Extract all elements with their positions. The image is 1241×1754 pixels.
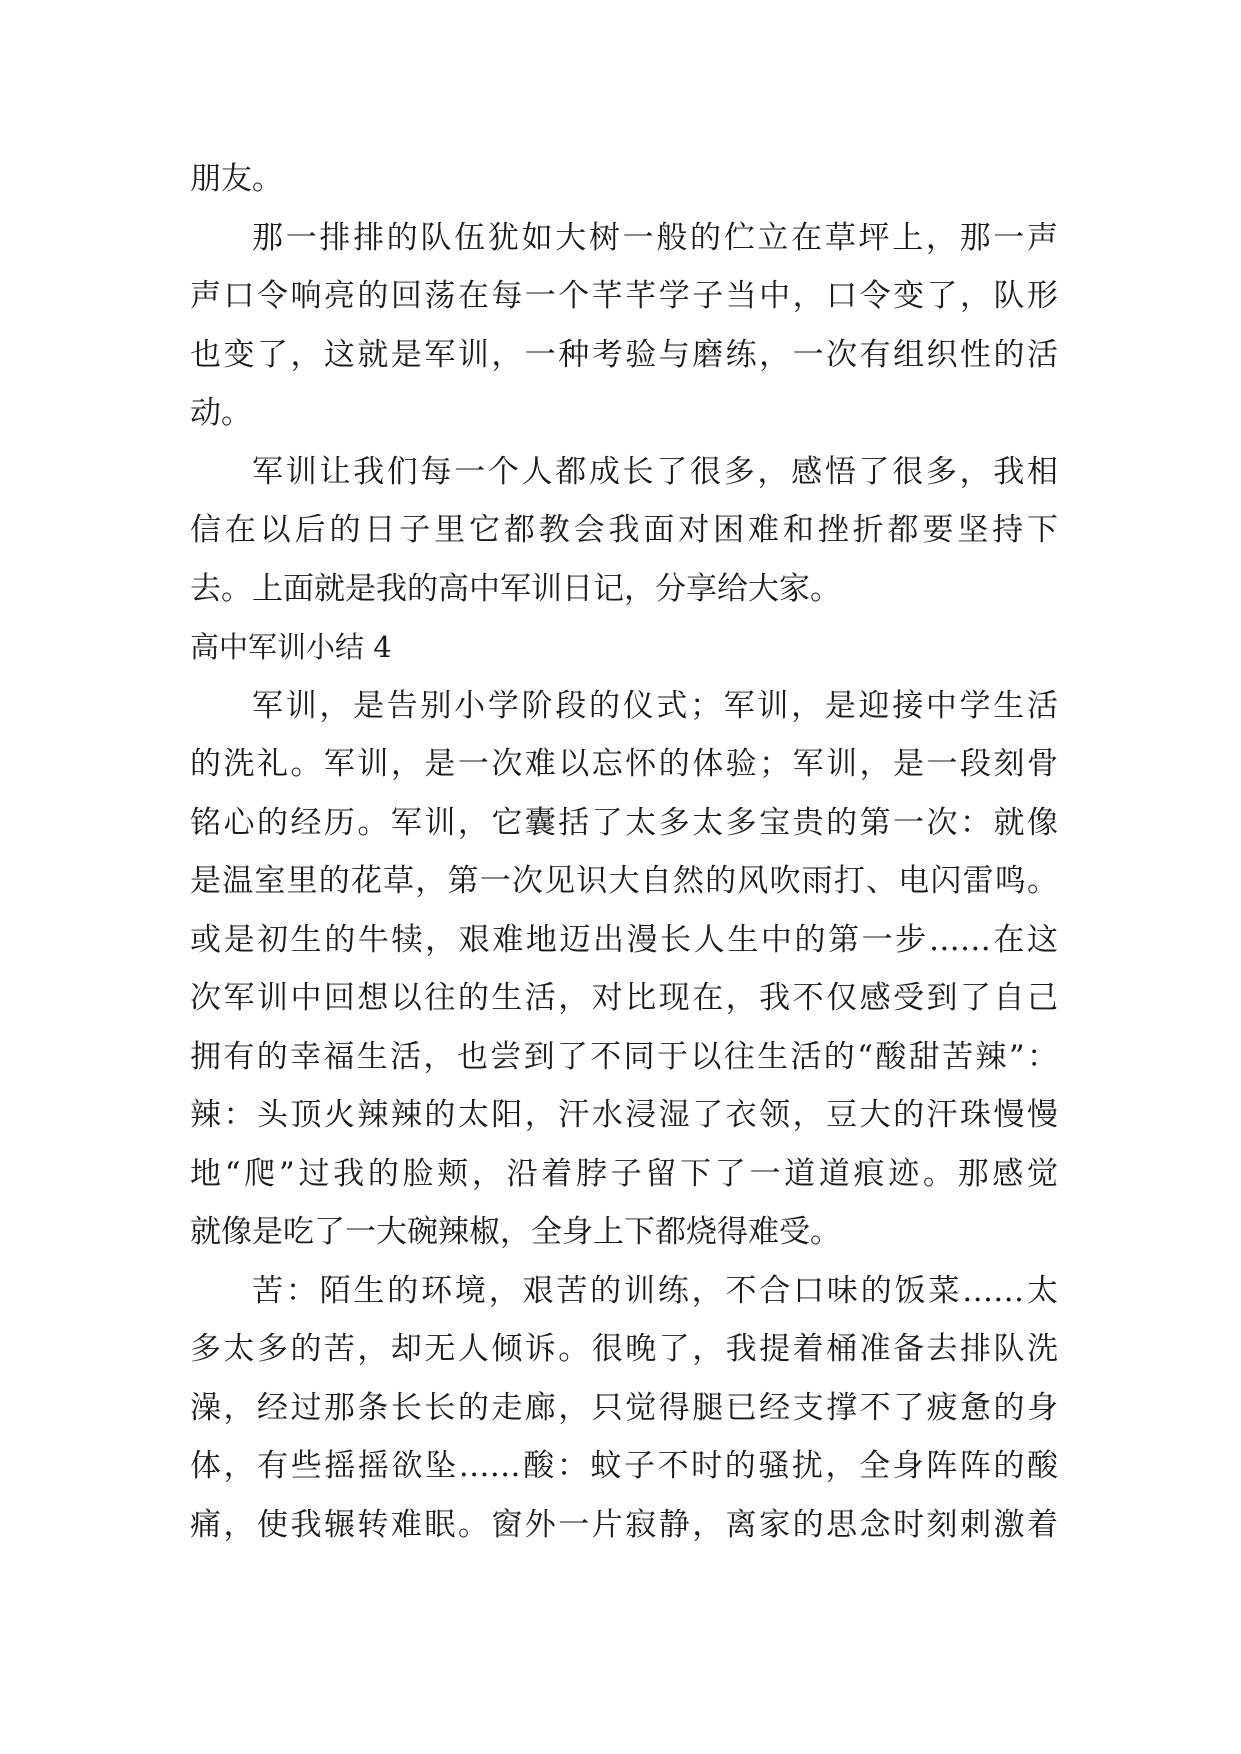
text-line: 也变了，这就是军训，一种考验与磨练，一次有组织性的活 xyxy=(190,336,1058,373)
text-line: 军训让我们每一个人都成长了很多，感悟了很多，我相 xyxy=(252,453,1058,490)
text-line: 或是初生的牛犊，艰难地迈出漫长人生中的第一步……在这 xyxy=(190,921,1058,958)
text-line: 地“爬”过我的脸颊，沿着脖子留下了一道道痕迹。那感觉 xyxy=(190,1155,1058,1192)
text-line: 铭心的经历。军训，它囊括了太多太多宝贵的第一次：就像 xyxy=(190,804,1058,841)
text-line: 那一排排的队伍犹如大树一般的伫立在草坪上，那一声 xyxy=(252,219,1058,256)
text-line: 澡，经过那条长长的走廊，只觉得腿已经支撑不了疲惫的身 xyxy=(190,1389,1058,1426)
text-line: 多太多的苦，却无人倾诉。很晚了，我提着桶准备去排队洗 xyxy=(190,1331,1058,1367)
text-line: 朋友。 xyxy=(190,161,283,197)
text-line: 是温室里的花草，第一次见识大自然的风吹雨打、电闪雷鸣。 xyxy=(190,863,1058,899)
text-line: 苦：陌生的环境，艰苦的训练，不合口味的饭菜……太 xyxy=(252,1272,1058,1309)
text-line: 的洗礼。军训，是一次难以忘怀的体验；军训，是一段刻骨 xyxy=(190,746,1058,782)
text-line: 次军训中回想以往的生活，对比现在，我不仅感受到了自己 xyxy=(190,980,1058,1016)
section-heading: 高中军训小结 4 xyxy=(190,630,392,664)
text-line: 拥有的幸福生活，也尝到了不同于以往生活的“酸甜苦辣”： xyxy=(190,1038,1058,1075)
text-line: 辣：头顶火辣辣的太阳，汗水浸湿了衣领，豆大的汗珠慢慢 xyxy=(190,1097,1058,1133)
text-line: 军训，是告别小学阶段的仪式；军训，是迎接中学生活 xyxy=(252,687,1058,724)
text-line: 动。 xyxy=(190,395,252,431)
text-line: 体，有些摇摇欲坠……酸：蚊子不时的骚扰，全身阵阵的酸 xyxy=(190,1448,1058,1484)
text-line: 痛，使我辗转难眠。窗外一片寂静，离家的思念时刻刺激着 xyxy=(190,1506,1058,1543)
text-line: 去。上面就是我的高中军训日记，分享给大家。 xyxy=(190,570,841,607)
text-line: 就像是吃了一大碗辣椒，全身上下都烧得难受。 xyxy=(190,1214,841,1250)
text-line: 信在以后的日子里它都教会我面对困难和挫折都要坚持下 xyxy=(190,512,1058,548)
text-line: 声口令响亮的回荡在每一个芊芊学子当中，口令变了，队形 xyxy=(190,278,1058,314)
document-body xyxy=(190,150,1058,1554)
